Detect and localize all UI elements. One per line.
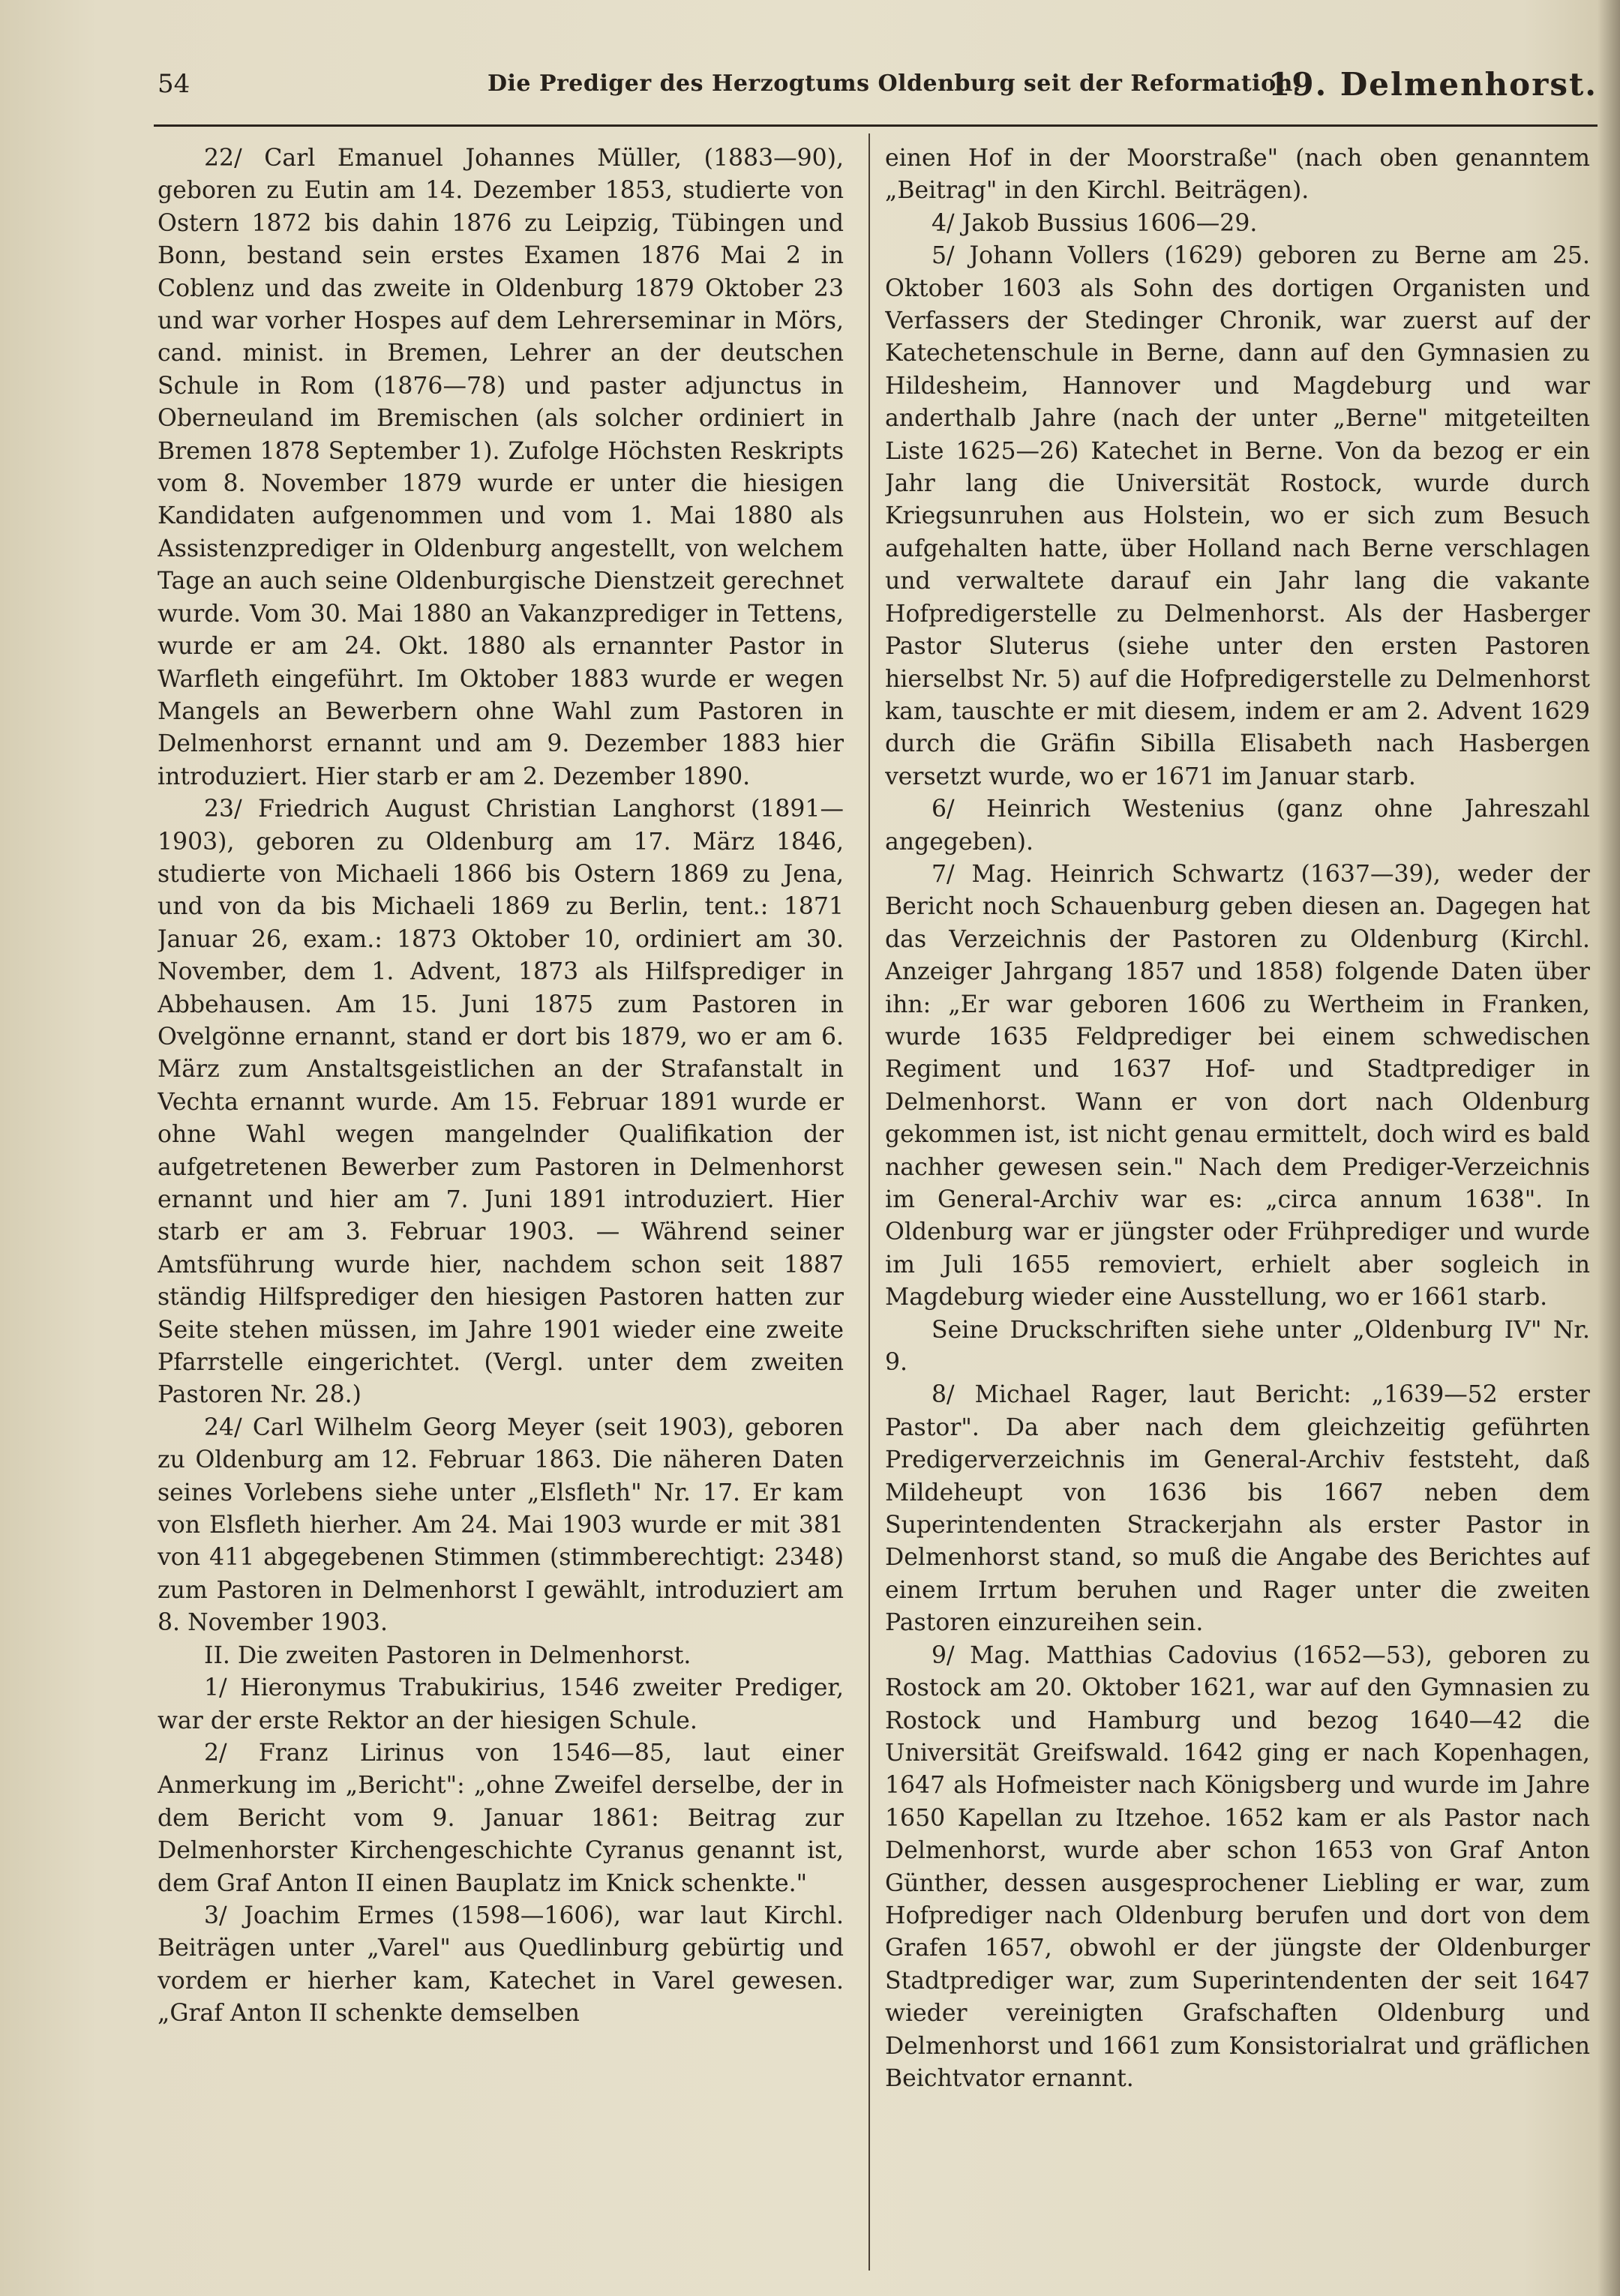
page-header [158,66,1598,111]
entry-paragraph: 1/ Hieronymus Trabukirius, 1546 zweiter Prediger, war der erste Rektor an der hiesigen Schule. [158,1674,844,1734]
entry-paragraph: 7/ Mag. Heinrich Schwartz (1637—39), weder der Bericht noch Schauenburg geben diesen an. Dagegen hat das Verzeichnis der Pastoren zu Oldenburg (Kirchl. Anzeiger Jahrgang 1857 und 1858) folgende Daten über ihn: „Er war geboren 1606 zu Wertheim in Franken, wurde 1635 Feldprediger bei einem schwedischen Regiment und 1637 Hof- und Stadtprediger in Delmenhorst. Wann er von dort nach Oldenburg gekommen ist, ist nicht genau ermittelt, doch wird es bald nachher gewesen sein." Nach dem Prediger-Verzeichnis im General-Archiv war es: „circa annum 1638". In Oldenburg war er jüngster oder Frühprediger und wurde im Juli 1655 removiert, erhielt aber sogleich in Magdeburg wieder eine Ausstellung, wo er 1661 starb. [885,860,1590,1311]
entry-paragraph: 9/ Mag. Matthias Cadovius (1652—53), geboren zu Rostock am 20. Oktober 1621, war auf den Gymnasien zu Rostock und Hamburg und bezog 1640—42 die Universität Greifswald. 1642 ging er nach Kopenhagen, 1647 als Hofmeister nach Königsberg und wurde im Jahre 1650 Kapellan zu Itzehoe. 1652 kam er als Pastor nach Delmenhorst, wurde aber schon 1653 von Graf Anton Günther, dessen ausgesprochener Liebling er war, zum Hofprediger nach Oldenburg berufen und dort von dem Grafen 1657, obwohl er der jüngste der Oldenburger Stadtprediger war, zum Superintendenten der seit 1647 wieder vereinigten Grafschaften Oldenburg und Delmenhorst und 1661 zum Konsistorialrat und gräflichen Beichtvator ernannt. [885,1641,1590,2092]
header-rule [154,124,1598,127]
column-divider [868,133,870,2271]
page-edge-shadow [1598,0,1620,2296]
entry-paragraph: einen Hof in der Moorstraße" (nach oben genanntem „Beitrag" in den Kirchl. Beiträgen). [885,145,1590,205]
section-heading: II. Die zweiten Pastoren in Delmenhorst. [204,1641,692,1669]
right-column [885,142,1590,2272]
entry-paragraph: 5/ Johann Vollers (1629) geboren zu Berne am 25. Oktober 1603 als Sohn des dortigen Organisten und Verfassers der Stedinger Chronik, war zuerst auf der Katechetenschule in Berne, dann auf den Gymnasien zu Hildesheim, Hannover und Magdeburg und war anderthalb Jahre (nach der unter „Berne" mitgeteilten Liste 1625—26) Katechet in Berne. Von da bezog er ein Jahr lang die Universität Rostock, wurde durch Kriegsunruhen aus Holstein, wo er sich zum Besuch aufgehalten hatte, über Holland nach Berne verschlagen und verwaltete darauf ein Jahr lang die vakante Hofpredigerstelle zu Delmenhorst. Als der Hasberger Pastor Sluterus (siehe unter den ersten Pastoren hierselbst Nr. 5) auf die Hofpredigerstelle zu Delmenhorst kam, tauschte er mit diesem, indem er am 2. Advent 1629 durch die Gräfin Sibilla Elisabeth nach Hasbergen versetzt wurde, wo er 1671 im Januar starb. [885,242,1590,790]
entry-paragraph: 4/ Jakob Bussius 1606—29. [932,209,1258,237]
running-title: Die Prediger des Herzogtums Oldenburg seit der Reformation. [488,70,1301,97]
entry-paragraph: 22/ Carl Emanuel Johannes Müller, (1883—90), geboren zu Eutin am 14. Dezember 1853, studierte von Ostern 1872 bis dahin 1876 zu Leipzig, Tübingen und Bonn, bestand sein erstes Examen 1876 Mai 2 in Coblenz und das zweite in Oldenburg 1879 Oktober 23 und war vorher Hospes auf dem Lehrerseminar in Mörs, cand. minist. in Bremen, Lehrer an der deutschen Schule in Rom (1876—78) und paster adjunctus in Oberneuland im Bremischen (als solcher ordiniert in Bremen 1878 September 1). Zufolge Höchsten Reskripts vom 8. November 1879 wurde er unter die hiesigen Kandidaten aufgenommen und vom 1. Mai 1880 als Assistenzprediger in Oldenburg angestellt, von welchem Tage an auch seine Oldenburgische Dienstzeit gerechnet wurde. Vom 30. Mai 1880 an Vakanzprediger in Tettens, wurde er am 24. Okt. 1880 als ernannter Pastor in Warfleth eingeführt. Im Oktober 1883 wurde er wegen Mangels an Bewerbern ohne Wahl zum Pastoren in Delmenhorst ernannt und am 9. Dezember 1883 hier introduziert. Hier starb er am 2. Dezember 1890. [158,145,844,790]
entry-paragraph: 24/ Carl Wilhelm Georg Meyer (seit 1903), geboren zu Oldenburg am 12. Februar 1863. Die näheren Daten seines Vorlebens siehe unter „Elsfleth" Nr. 17. Er kam von Elsfleth hierher. Am 24. Mai 1903 wurde er mit 381 von 411 abgegebenen Stimmen (stimmberechtigt: 2348) zum Pastoren in Delmenhorst I gewählt, introduziert am 8. November 1903. [158,1413,844,1637]
entry-paragraph: 2/ Franz Lirinus von 1546—85, laut einer Anmerkung im „Bericht": „ohne Zweifel derselbe, der in dem Bericht vom 9. Januar 1861: Beitrag zur Delmenhorster Kirchengeschichte Cyranus genannt ist, dem Graf Anton II einen Bauplatz im Knick schenkte." [158,1739,844,1897]
entry-paragraph: 8/ Michael Rager, laut Bericht: „1639—52 erster Pastor". Da aber nach dem gleichzeitig geführten Predigerverzeichnis im General-Archiv feststeht, daß Mildeheupt von 1636 bis 1667 neben dem Superintendenten Strackerjahn als erster Pastor in Delmenhorst stand, so muß die Angabe des Berichtes auf einem Irrtum beruhen und Rager unter die zweiten Pastoren einzureihen sein. [885,1381,1590,1637]
entry-paragraph: 3/ Joachim Ermes (1598—1606), war laut Kirchl. Beiträgen unter „Varel" aus Quedlinburg gebürtig und vordem er hierher kam, Katechet in Varel gewesen. „Graf Anton II schenkte demselben [158,1902,844,2028]
entry-paragraph: Seine Druckschriften siehe unter „Oldenburg IV" Nr. 9. [885,1316,1590,1377]
page-number: 54 [158,69,190,99]
entry-paragraph: 6/ Heinrich Westenius (ganz ohne Jahreszahl angegeben). [885,796,1590,856]
entry-paragraph: 23/ Friedrich August Christian Langhorst (1891—1903), geboren zu Oldenburg am 17. März 1846, studierte von Michaeli 1866 bis Ostern 1869 zu Jena, und von da bis Michaeli 1869 zu Berlin, tent.: 1871 Januar 26, exam.: 1873 Oktober 10, ordiniert am 30. November, dem 1. Advent, 1873 als Hilfsprediger in Abbehausen. Am 15. Juni 1875 zum Pastoren in Ovelgönne ernannt, stand er dort bis 1879, wo er am 6. März zum Anstaltsgeistlichen an der Strafanstalt in Vechta ernannt wurde. Am 15. Februar 1891 wurde er ohne Wahl wegen mangelnder Qualifikation der aufgetretenen Bewerber zum Pastoren in Delmenhorst ernannt und hier am 7. Juni 1891 introduziert. Hier starb er am 3. Februar 1903. — Während seiner Amtsführung wurde hier, nachdem schon seit 1887 ständig Hilfsprediger den hiesigen Pastoren hatten zur Seite stehen müssen, im Jahre 1901 wieder eine zweite Pfarrstelle eingerichtet. (Vergl. unter dem zweiten Pastoren Nr. 28.) [158,796,844,1409]
section-title: 19. Delmenhorst. [1268,66,1598,103]
left-column [158,142,844,2272]
